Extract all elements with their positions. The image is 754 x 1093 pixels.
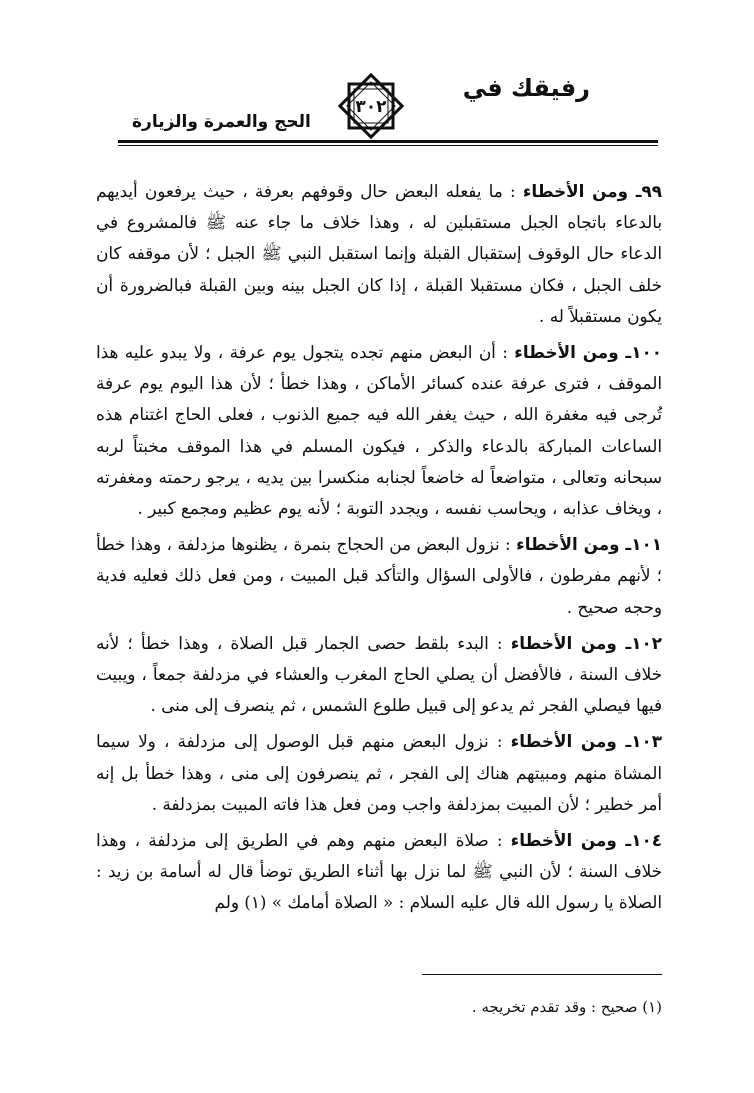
paragraph-text: : نزول البعض منهم قبل الوصول إلى مزدلفة ، ولا سيما المشاة منهم ومبيتهم هناك إلى الفجر ، ثم ينصرفون إلى منى ، وهذا خطأ بل إنه أمر خطير ؛ لأن المبيت بمزدلفة واجب ومن فعل هذا فاته المبيت بمزدلفة . <box>96 731 662 814</box>
paragraph-104 <box>96 825 662 919</box>
paragraph-99 <box>96 176 662 332</box>
paragraph-102 <box>96 628 662 722</box>
footnote: (١) صحيح : وقد تقدم تخريجه . <box>471 998 662 1016</box>
paragraph-103 <box>96 726 662 820</box>
running-header-title: رفيقك في <box>462 74 590 102</box>
paragraph-lead: ١٠٤ـ ومن الأخطاء <box>510 830 662 851</box>
paragraph-text: : البدء بلقط حصى الجمار قبل الصلاة ، وهذا خطأ ؛ لأنه خلاف السنة ، فالأفضل أن يصلي الحاج المغرب والعشاء في مزدلفة جمعاً ، ويبيت فيها فيصلي الفجر ثم يدعو إلى قبيل طلوع الشمس ، ثم ينصرف إلى منى . <box>96 632 662 716</box>
paragraph-text: : نزول البعض من الحجاج بنمرة ، يظنوها مزدلفة ، وهذا خطأ ؛ لأنهم مفرطون ، فالأولى السؤال والتأكد قبل المبيت ، ومن فعل ذلك فعليه فدية وحجه صحيح . <box>96 534 662 617</box>
main-text <box>96 176 662 924</box>
header-rule <box>118 140 658 143</box>
paragraph-text: : ما يفعله البعض حال وقوفهم بعرفة ، حيث يرفعون أيديهم بالدعاء باتجاه الجبل مستقبلين له ، وهذا خلاف ما جاء عنه ﷺ فالمشروع في الدعاء حال الوقوف إستقبال القبلة وإنما استقبل النبي ﷺ الجبل ؛ لأن موقفه كان خلف الجبل ، فكان مستقبلا القبلة ، إذا كان الجبل بينه وبين القبلة فبالضرورة أن يكون مستقبلاً له . <box>96 181 662 326</box>
running-header-subtitle: الحج والعمرة والزيارة <box>132 112 311 132</box>
paragraph-lead: ١٠٣ـ ومن الأخطاء <box>510 731 662 752</box>
paragraph-lead: ١٠٠ـ ومن الأخطاء <box>514 342 662 363</box>
header-rule-thin <box>118 145 658 146</box>
paragraph-lead: ١٠٢ـ ومن الأخطاء <box>510 632 662 653</box>
paragraph-text: : صلاة البعض منهم وهم في الطريق إلى مزدلفة ، وهذا خلاف السنة ؛ لأن النبي ﷺ لما نزل بها أثناء الطريق توضأ قال له أسامة بن زيد : الصلاة يا رسول الله قال عليه السلام : « الصلاة أمامك » (١) ولم <box>96 830 662 913</box>
paragraph-text: : أن البعض منهم تجده يتجول يوم عرفة ، ولا يبدو عليه هذا الموقف ، فترى عرفة عنده كسائر الأماكن ، وهذا خطأ ؛ لأن هذا اليوم يوم عرفة تُرجى فيه مغفرة الله ، حيث يغفر الله فيه جميع الذنوب ، فعلى الحاج اغتنام هذه الساعات المباركة بالدعاء والذكر ، فيكون المسلم في هذا الموقف مخبتاً لربه سبحانه وتعالى ، متواضعاً له خاضعاً لجنابه منكسرا بين يديه ، يرجو رحمته ومغفرته ، ويخاف عذابه ، ويحاسب نفسه ، ويجدد التوبة ؛ لأنه يوم عظيم ومجمع كبير . <box>96 342 662 519</box>
page-number: ٣٠٢ <box>355 97 387 117</box>
paragraph-lead: ٩٩ـ ومن الأخطاء <box>522 181 662 201</box>
paragraph-100 <box>96 337 662 524</box>
paragraph-101 <box>96 529 662 623</box>
paragraph-lead: ١٠١ـ ومن الأخطاء <box>516 534 662 555</box>
page-number-badge <box>335 70 407 142</box>
footnote-separator <box>422 974 662 975</box>
